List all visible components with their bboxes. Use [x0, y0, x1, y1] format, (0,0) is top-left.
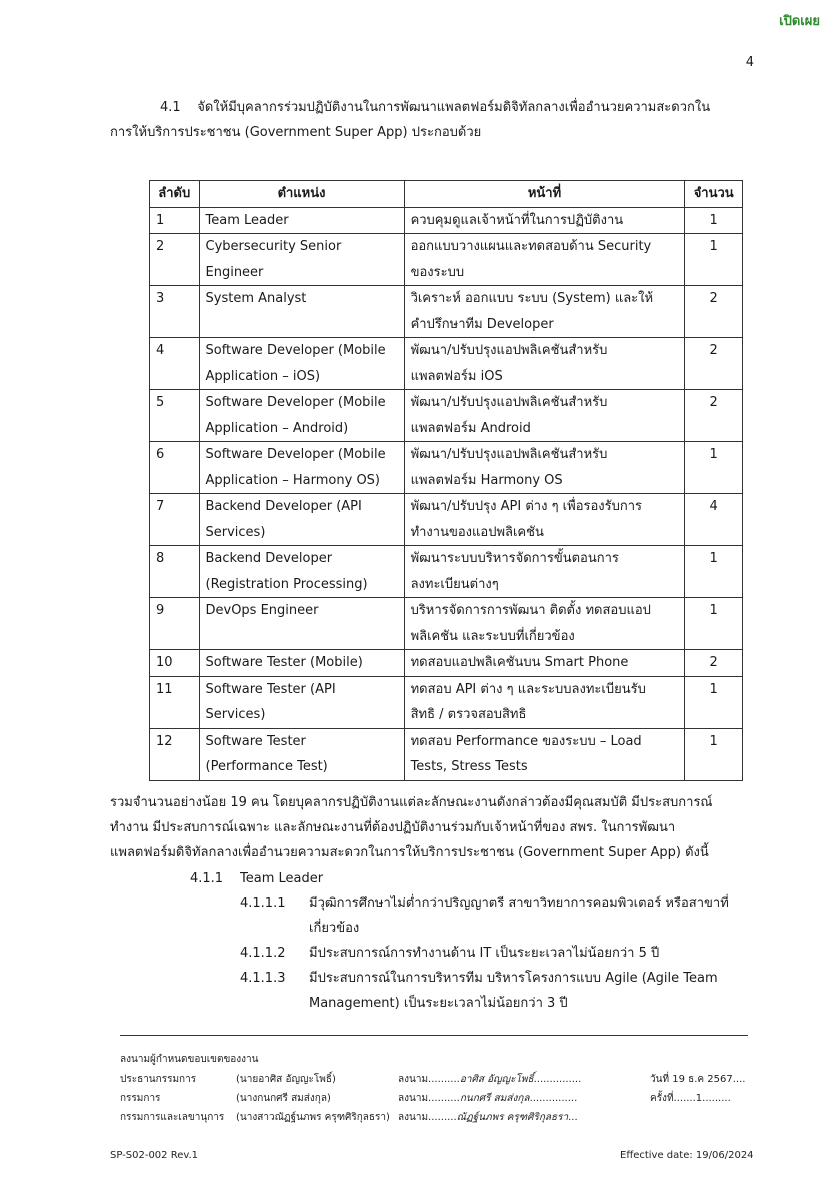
- meeting-round: ครั้งที่.......1.........: [650, 1093, 731, 1104]
- signer-1-signature: [398, 1072, 581, 1087]
- row-duty-line: แพลตฟอร์ม iOS: [410, 368, 503, 384]
- section-title: Team Leader: [240, 871, 324, 886]
- intro-number: 4.1: [160, 100, 181, 115]
- row-position: [199, 598, 404, 650]
- row-duty: [404, 676, 685, 728]
- intro-line-2: การให้บริการประชาชน (Government Super App) ประกอบด้วย: [110, 125, 482, 140]
- signer-2-sign-suffix: ...............: [529, 1093, 578, 1104]
- row-number: 1: [150, 207, 200, 234]
- footer-divider: [120, 1035, 748, 1036]
- row-position: [199, 494, 404, 546]
- row-duty: [404, 546, 685, 598]
- row-duty-line: ทำงานของแอปพลิเคชัน: [410, 524, 544, 540]
- row-duty: [404, 650, 685, 677]
- table-header-row: [150, 181, 743, 208]
- row-count: 4: [685, 494, 743, 546]
- row-duty-line: พลิเคชัน และระบบที่เกี่ยวข้อง: [410, 628, 575, 644]
- row-position: [199, 650, 404, 677]
- signer-1-name: (นายอาศิส อัญญะโพธิ์): [236, 1074, 336, 1085]
- row-number: 12: [150, 728, 200, 780]
- table-row: [150, 286, 743, 338]
- row-position: [199, 207, 404, 234]
- row-position-line: System Analyst: [205, 291, 307, 306]
- row-position: [199, 676, 404, 728]
- row-duty-line: พัฒนา/ปรับปรุงแอปพลิเคชันสำหรับ: [410, 343, 608, 358]
- row-duty: [404, 390, 685, 442]
- row-duty-line: Tests, Stress Tests: [410, 759, 528, 774]
- item-number-1: 4.1.1.1: [240, 896, 286, 911]
- table-row: [150, 338, 743, 390]
- header-position: ตำแหน่ง: [199, 181, 404, 208]
- row-position-line: Backend Developer (API: [205, 499, 362, 514]
- row-position-line: Software Tester (Mobile): [205, 655, 363, 670]
- row-count: 1: [685, 728, 743, 780]
- row-duty: [404, 286, 685, 338]
- row-position-line: Team Leader: [205, 212, 289, 228]
- personnel-table: [149, 180, 743, 781]
- row-duty: [404, 442, 685, 494]
- row-duty-line: แพลตฟอร์ม Android: [410, 420, 531, 436]
- row-duty-line: ทดสอบ Performance ของระบบ – Load: [410, 733, 642, 749]
- row-count: 1: [685, 442, 743, 494]
- summary-paragraph: [110, 790, 752, 865]
- signer-1-sign-suffix: ...............: [533, 1074, 582, 1085]
- row-duty-line: ของระบบ: [410, 264, 465, 280]
- signer-2-sign-prefix: ลงนาม..........: [398, 1093, 460, 1104]
- row-position: [199, 546, 404, 598]
- row-position-line: Software Tester (API: [205, 681, 336, 697]
- row-duty-line: วิเคราะห์ ออกแบบ ระบบ (System) และให้: [410, 291, 654, 306]
- signer-1-sign-prefix: ลงนาม..........: [398, 1074, 460, 1085]
- row-position-line: DevOps Engineer: [205, 603, 319, 618]
- row-position-line: Software Developer (Mobile: [205, 395, 386, 410]
- row-duty: [404, 338, 685, 390]
- item-text-3: [309, 966, 755, 1016]
- signer-3-sign-suffix: ...: [568, 1112, 578, 1123]
- item-text-1: [309, 891, 755, 941]
- row-duty-line: ทดสอบแอปพลิเคชันบน Smart Phone: [410, 655, 629, 670]
- header-duty: หน้าที่: [404, 181, 685, 208]
- row-position-line: (Registration Processing): [205, 576, 368, 592]
- table-row: [150, 546, 743, 598]
- row-position: [199, 390, 404, 442]
- effective-date: Effective date: 19/06/2024: [620, 1150, 754, 1161]
- row-duty: [404, 207, 685, 234]
- item-3-line-1: มีประสบการณ์ในการบริหารทีม บริหารโครงการแบบ Agile (Agile Team: [309, 971, 718, 986]
- summary-line-1: รวมจำนวนอย่างน้อย 19 คน โดยบุคลากรปฏิบัติงานแต่ละลักษณะงานดังกล่าวต้องมีคุณสมบัติ มีประสบการณ์: [110, 795, 713, 810]
- table-body: [150, 207, 743, 780]
- row-number: 7: [150, 494, 200, 546]
- row-count: 1: [685, 598, 743, 650]
- footer-heading: ลงนามผู้กำหนดขอบเขตของงาน: [120, 1054, 259, 1065]
- row-duty: [404, 598, 685, 650]
- item-text-2: [309, 941, 755, 966]
- row-position-line: Engineer: [205, 264, 264, 280]
- signer-3-sign-prefix: ลงนาม.........: [398, 1112, 457, 1123]
- signer-1-sign: อาศิส อัญญะโพธิ์: [459, 1074, 534, 1085]
- table-row: [150, 728, 743, 780]
- row-position: [199, 442, 404, 494]
- signer-2-role: กรรมการ: [120, 1093, 161, 1104]
- row-number: 9: [150, 598, 200, 650]
- row-number: 3: [150, 286, 200, 338]
- row-duty-line: แพลตฟอร์ม Harmony OS: [410, 472, 563, 488]
- row-number: 11: [150, 676, 200, 728]
- row-duty-line: พัฒนาระบบบริหารจัดการขั้นตอนการ: [410, 551, 619, 566]
- table-row: [150, 598, 743, 650]
- header-no: ลำดับ: [150, 181, 200, 208]
- row-position-line: Services): [205, 524, 266, 540]
- intro-line-1: [110, 95, 752, 120]
- signer-3-sign: ณัฏฐ์นภพร ครุฑศิริกุลธรา: [456, 1112, 569, 1123]
- signer-1-role: ประธานกรรมการ: [120, 1074, 197, 1085]
- intro-paragraph: [110, 95, 752, 145]
- signer-2-sign: กนกศรี สมส่งกุล: [459, 1093, 530, 1104]
- row-count: 1: [685, 676, 743, 728]
- signer-3-role: กรรมการและเลขานุการ: [120, 1112, 225, 1123]
- row-duty-line: คำปรึกษาทีม Developer: [410, 316, 554, 332]
- row-position-line: Application – iOS): [205, 368, 321, 384]
- row-position: [199, 338, 404, 390]
- row-number: 8: [150, 546, 200, 598]
- table-row: [150, 494, 743, 546]
- row-position-line: Application – Harmony OS): [205, 472, 380, 488]
- row-count: 1: [685, 546, 743, 598]
- item-1-line-2: เกี่ยวข้อง: [309, 921, 360, 936]
- page-number: 4: [745, 55, 754, 70]
- row-count: 1: [685, 207, 743, 234]
- row-duty-line: สิทธิ / ตรวจสอบสิทธิ: [410, 707, 527, 722]
- row-duty-line: บริหารจัดการการพัฒนา ติดตั้ง ทดสอบแอป: [410, 603, 651, 618]
- row-number: 10: [150, 650, 200, 677]
- signer-3-signature: [398, 1110, 578, 1125]
- document-code: SP-S02-002 Rev.1: [110, 1150, 199, 1161]
- row-duty-line: ออกแบบวางแผนและทดสอบด้าน Security: [410, 239, 652, 254]
- table-row: [150, 390, 743, 442]
- section-number: 4.1.1: [190, 871, 224, 886]
- row-position: [199, 286, 404, 338]
- row-count: 2: [685, 650, 743, 677]
- row-position-line: Software Developer (Mobile: [205, 447, 386, 462]
- row-position-line: Application – Android): [205, 420, 349, 436]
- row-duty: [404, 728, 685, 780]
- signer-3-name: (นางสาวณัฏฐ์นภพร ครุฑศิริกุลธรา): [236, 1112, 390, 1123]
- row-position-line: Cybersecurity Senior: [205, 239, 342, 254]
- summary-line-3: แพลตฟอร์มดิจิทัลกลางเพื่ออำนวยความสะดวกในการให้บริการประชาชน (Government Super App) ดังนี้: [110, 845, 709, 860]
- row-position-line: (Performance Test): [205, 759, 328, 774]
- row-position: [199, 728, 404, 780]
- row-duty-line: พัฒนา/ปรับปรุงแอปพลิเคชันสำหรับ: [410, 395, 608, 410]
- table-row: [150, 650, 743, 677]
- table-row: [150, 207, 743, 234]
- row-position-line: Services): [205, 707, 266, 722]
- summary-line-2: ทำงาน มีประสบการณ์เฉพาะ และลักษณะงานที่ต้องปฏิบัติงานร่วมกับเจ้าหน้าที่ของ สพร. ในการพัฒนา: [110, 820, 676, 835]
- item-3-line-2: Management) เป็นระยะเวลาไม่น้อยกว่า 3 ปี: [309, 996, 568, 1011]
- item-number-3: 4.1.1.3: [240, 971, 286, 986]
- row-position-line: Backend Developer: [205, 551, 333, 566]
- row-number: 6: [150, 442, 200, 494]
- item-1-line-1: มีวุฒิการศึกษาไม่ต่ำกว่าปริญญาตรี สาขาวิทยาการคอมพิวเตอร์ หรือสาขาที่: [309, 896, 729, 911]
- row-duty-line: ทดสอบ API ต่าง ๆ และระบบลงทะเบียนรับ: [410, 681, 646, 697]
- row-duty-line: ลงทะเบียนต่างๆ: [410, 576, 499, 592]
- row-duty: [404, 494, 685, 546]
- item-number-2: 4.1.1.2: [240, 946, 286, 961]
- disclosure-label: เปิดเผย: [779, 14, 820, 29]
- row-count: 1: [685, 234, 743, 286]
- row-position: [199, 234, 404, 286]
- row-number: 4: [150, 338, 200, 390]
- row-duty-line: พัฒนา/ปรับปรุง API ต่าง ๆ เพื่อรองรับการ: [410, 499, 643, 514]
- meeting-date: วันที่ 19 ธ.ค 2567....: [650, 1074, 746, 1085]
- signer-2-signature: [398, 1091, 577, 1106]
- row-position-line: Software Tester: [205, 733, 306, 749]
- row-number: 5: [150, 390, 200, 442]
- table-row: [150, 234, 743, 286]
- row-duty-line: พัฒนา/ปรับปรุงแอปพลิเคชันสำหรับ: [410, 447, 608, 462]
- row-position-line: Software Developer (Mobile: [205, 343, 386, 358]
- row-number: 2: [150, 234, 200, 286]
- table-row: [150, 676, 743, 728]
- row-duty: [404, 234, 685, 286]
- row-count: 2: [685, 338, 743, 390]
- signer-2-name: (นางกนกศรี สมส่งกุล): [236, 1093, 331, 1104]
- row-count: 2: [685, 286, 743, 338]
- row-count: 2: [685, 390, 743, 442]
- intro-text-1: จัดให้มีบุคลากรร่วมปฏิบัติงานในการพัฒนาแพลตฟอร์มดิจิทัลกลางเพื่ออำนวยความสะดวกใน: [197, 100, 711, 115]
- header-count: จำนวน: [685, 181, 743, 208]
- row-duty-line: ควบคุมดูแลเจ้าหน้าที่ในการปฏิบัติงาน: [410, 212, 624, 228]
- table-row: [150, 442, 743, 494]
- item-2-line-1: มีประสบการณ์การทำงานด้าน IT เป็นระยะเวลาไม่น้อยกว่า 5 ปี: [309, 946, 660, 961]
